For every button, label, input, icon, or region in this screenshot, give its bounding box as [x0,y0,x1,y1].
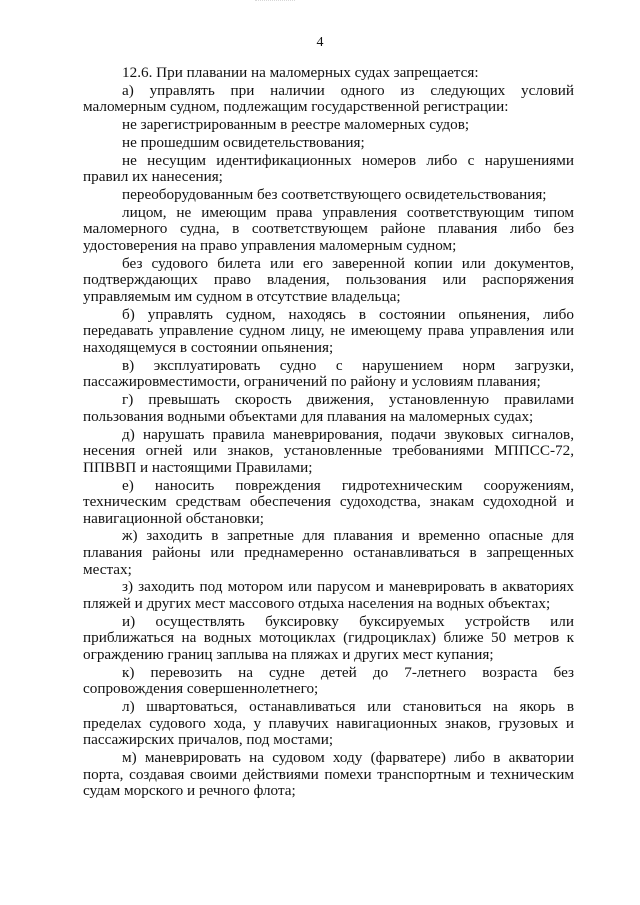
paragraph-item-m: м) маневрировать на судовом ходу (фарватере) либо в акватории порта, создавая своими действиями помехи транспортным и техническим судам морского и речного флота; [83,749,574,800]
section-heading-12-6: 12.6. При плавании на маломерных судах запрещается: [122,64,479,81]
paragraph-subitem-no-inspection: не прошедшим освидетельствования; [122,133,365,151]
paragraph-item-b: б) управлять судном, находясь в состоянии опьянения, либо передавать управление судном лицу, не имеющему права управления или находящемуся в состоянии опьянения; [83,305,574,356]
paragraph-item-k: к) перевозить на судне детей до 7-летнего возраста без сопровождения совершеннолетнего; [83,663,574,698]
paragraph-item-a: а) управлять при наличии одного из следующих условий маломерным судном, подлежащим государственной регистрации: [83,81,574,116]
paragraph-item-l: л) швартоваться, останавливаться или становиться на якорь в пределах судового хода, у плавучих навигационных знаков, грузовых и пассажирских причалов, под мостами; [83,698,574,749]
paragraph-item-v: в) эксплуатировать судно с нарушением норм загрузки, пассажировместимости, ограничений по району и условиям плавания; [83,356,574,391]
paragraph-item-z: з) заходить под мотором или парусом и маневрировать в акваториях пляжей и других мест массового отдыха населения на водных объектах; [83,578,574,613]
paragraph-item-zh: ж) заходить в запретные для плавания и временно опасные для плавания районы или преднамеренно останавливаться в запрещенных местах; [83,527,574,578]
paragraph-subitem-no-license: лицом, не имеющим права управления соответствующим типом маломерного судна, в соответствующем районе плавания либо без удостоверения на право управления маломерным судном; [83,203,574,255]
page-number: 4 [316,35,324,50]
document-body [83,65,574,801]
paragraph-subitem-reequipped: переоборудованным без соответствующего освидетельствования; [122,186,547,204]
paragraph-item-i: и) осуществлять буксировку буксируемых устройств или приближаться на водных мотоциклах (гидроциклах) ближе 50 метров к ограждению границ заплыва на пляжах и других мест купания; [83,612,574,663]
paragraph-subitem-no-ship-ticket: без судового билета или его заверенной копии или документов, подтверждающих право владения, пользования или распоряжения управляемым им судном в отсутствие владельца; [83,254,574,306]
paragraph-item-d: д) нарушать правила маневрирования, подачи звуковых сигналов, несения огней или знаков, установленные требованиями МППСС-72, ППВВП и настоящими Правилами; [83,425,574,476]
scan-artifact [255,0,295,9]
paragraph-item-e: е) наносить повреждения гидротехническим сооружениям, техническим средствам обеспечения судоходства, знакам судоходной и навигационной обстановки; [83,476,574,527]
paragraph-subitem-no-id-numbers: не несущим идентификационных номеров либо с нарушениями правил их нанесения; [83,151,574,186]
paragraph-item-g: г) превышать скорость движения, установленную правилами пользования водными объектами для плавания на маломерных судах; [83,391,574,425]
paragraph-subitem-not-registered: не зарегистрированным в реестре маломерных судов; [122,116,470,134]
